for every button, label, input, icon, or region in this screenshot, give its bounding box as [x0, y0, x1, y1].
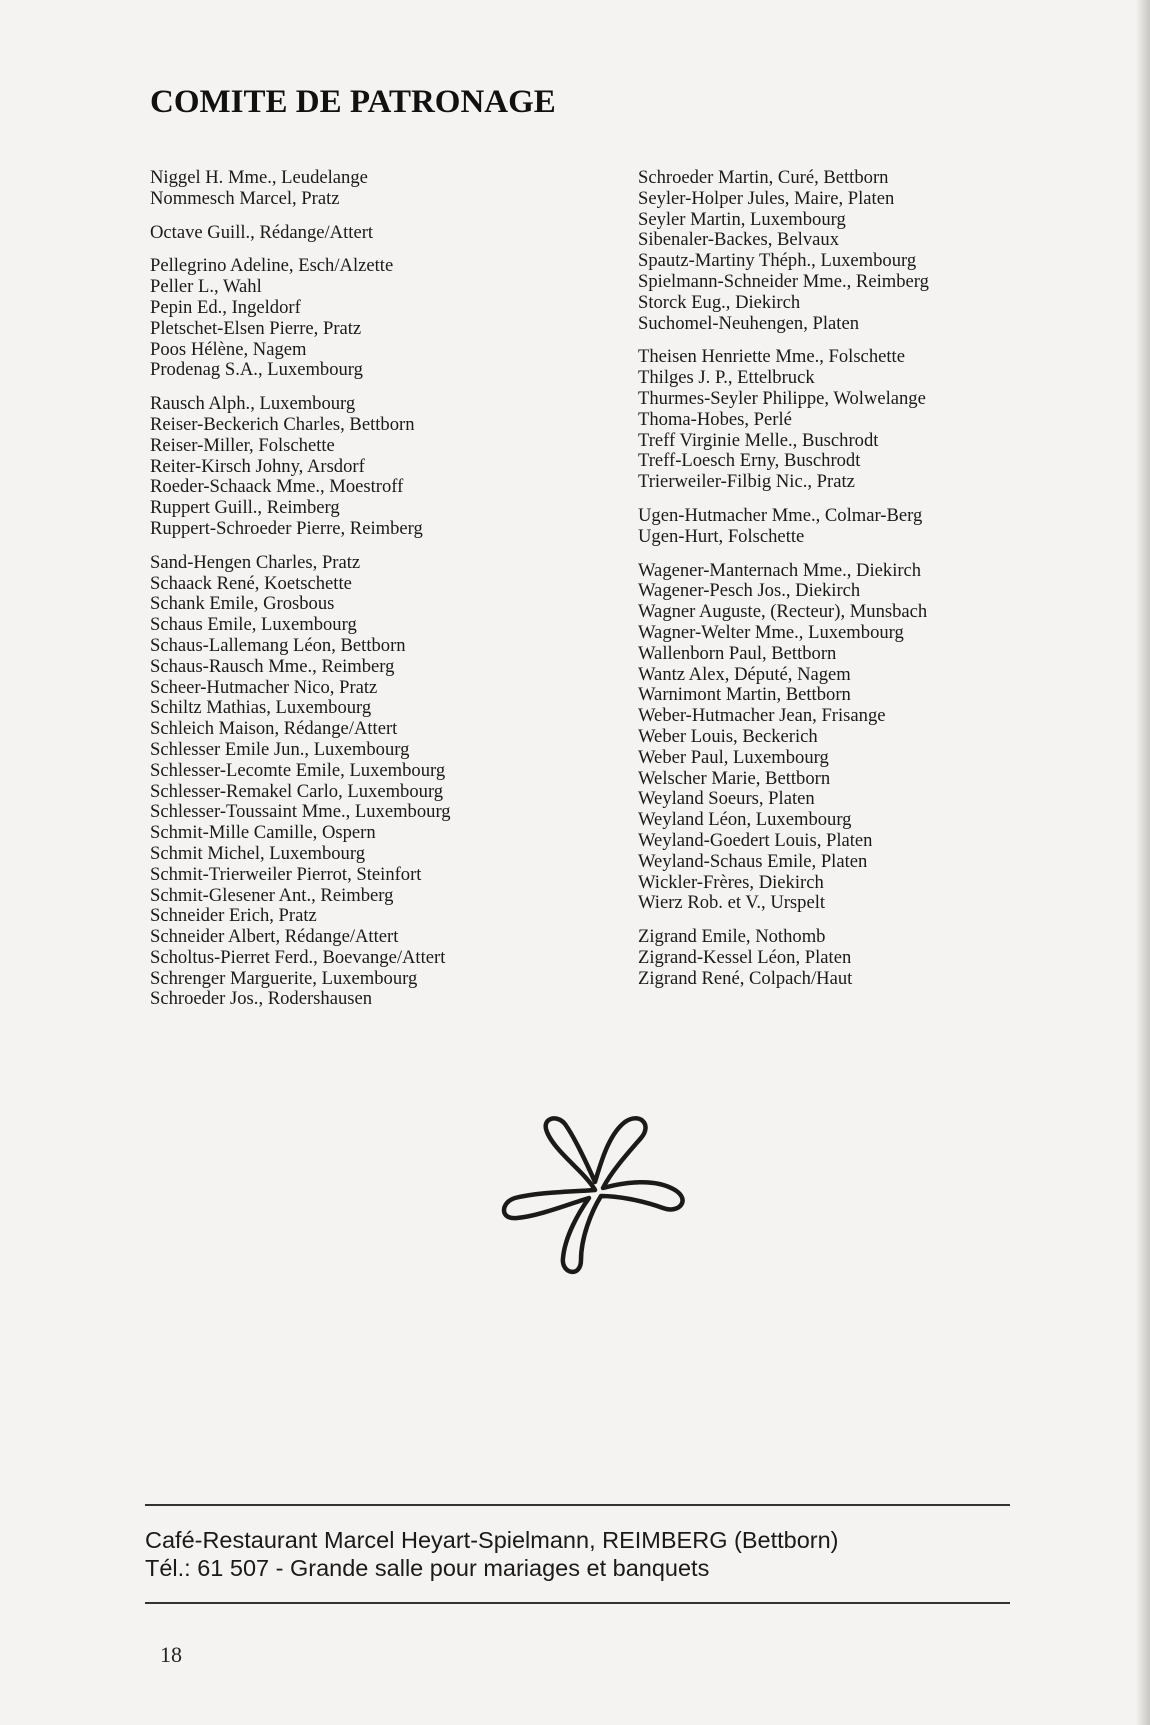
patron-entry: Wantz Alex, Député, Nagem	[638, 663, 851, 685]
patron-entry: Schaus-Rausch Mme., Reimberg	[150, 655, 395, 677]
patron-entry: Zigrand Emile, Nothomb	[638, 926, 826, 948]
patron-entry: Schlesser Emile Jun., Luxembourg	[150, 738, 410, 760]
patron-entry: Wagener-Pesch Jos., Diekirch	[638, 580, 861, 602]
patron-entry: Scheer-Hutmacher Nico, Pratz	[150, 676, 378, 698]
patron-entry: Schank Emile, Grosbous	[150, 593, 335, 615]
advert-bottom-rule	[145, 1602, 1010, 1604]
patron-entry: Rausch Alph., Luxembourg	[150, 393, 356, 415]
patron-entry: Theisen Henriette Mme., Folschette	[638, 346, 905, 368]
patron-entry: Schroeder Jos., Rodershausen	[150, 988, 373, 1010]
patron-entry: Prodenag S.A., Luxembourg	[150, 359, 363, 381]
patron-entry: Weyland Soeurs, Platen	[638, 788, 815, 810]
patron-group	[638, 927, 978, 989]
patron-entry: Wierz Rob. et V., Urspelt	[638, 892, 826, 914]
patron-entry: Schneider Albert, Rédange/Attert	[150, 926, 399, 948]
patron-list-right-column	[638, 168, 978, 1002]
patron-group	[638, 506, 978, 548]
patron-entry: Treff-Loesch Erny, Buschrodt	[638, 450, 861, 472]
patron-entry: Ugen-Hutmacher Mme., Colmar-Berg	[638, 504, 923, 526]
patron-entry: Spielmann-Schneider Mme., Reimberg	[638, 270, 929, 292]
patron-entry: Scholtus-Pierret Ferd., Boevange/Attert	[150, 946, 446, 968]
patron-entry: Wagner Auguste, (Recteur), Munsbach	[638, 601, 928, 623]
patron-entry: Weyland-Goedert Louis, Platen	[638, 829, 873, 851]
patron-entry: Warnimont Martin, Bettborn	[638, 684, 851, 706]
patron-entry: Schaus-Lallemang Léon, Bettborn	[150, 634, 406, 656]
patron-entry: Octave Guill., Rédange/Attert	[150, 221, 374, 243]
patron-group	[638, 168, 978, 334]
flower-icon	[495, 1112, 690, 1277]
patron-group	[150, 256, 620, 381]
patron-entry: Storck Eug., Diekirch	[638, 291, 801, 313]
patron-entry: Schmit-Trierweiler Pierrot, Steinfort	[150, 863, 422, 885]
patron-entry: Thilges J. P., Ettelbruck	[638, 367, 815, 389]
patron-entry: Schroeder Martin, Curé, Bettborn	[638, 167, 889, 188]
advert-line-1: Café-Restaurant Marcel Heyart-Spielmann, REIMBERG (Bettborn)	[145, 1527, 839, 1553]
patron-entry: Schiltz Mathias, Luxembourg	[150, 697, 372, 719]
patron-entry: Thoma-Hobes, Perlé	[638, 408, 792, 430]
patron-entry: Spautz-Martiny Théph., Luxembourg	[638, 250, 917, 272]
patron-entry: Schlesser-Remakel Carlo, Luxembourg	[150, 780, 444, 802]
patron-group	[150, 394, 620, 540]
patron-entry: Schmit-Glesener Ant., Reimberg	[150, 884, 394, 906]
patron-entry: Wickler-Frères, Diekirch	[638, 871, 824, 893]
patron-entry: Weyland Léon, Luxembourg	[638, 809, 852, 831]
patron-entry: Ruppert-Schroeder Pierre, Reimberg	[150, 517, 423, 539]
page-number: 18	[160, 1642, 182, 1667]
patron-entry: Wagener-Manternach Mme., Diekirch	[638, 559, 922, 581]
patron-entry: Schaus Emile, Luxembourg	[150, 614, 357, 636]
patron-entry: Nommesch Marcel, Pratz	[150, 187, 340, 209]
patron-list-left-column	[150, 168, 620, 1023]
patron-entry: Schmit-Mille Camille, Ospern	[150, 822, 376, 844]
patron-group	[150, 168, 620, 210]
patron-entry: Seyler-Holper Jules, Maire, Platen	[638, 187, 895, 209]
patron-group	[638, 347, 978, 493]
patron-entry: Poos Hélène, Nagem	[150, 338, 307, 360]
patron-entry: Weyland-Schaus Emile, Platen	[638, 850, 868, 872]
advertisement	[145, 1526, 839, 1582]
patron-entry: Wallenborn Paul, Bettborn	[638, 642, 837, 664]
patron-entry: Treff Virginie Melle., Buschrodt	[638, 429, 879, 451]
patron-entry: Trierweiler-Filbig Nic., Pratz	[638, 471, 855, 493]
patron-entry: Schlesser-Lecomte Emile, Luxembourg	[150, 759, 446, 781]
patron-entry: Pepin Ed., Ingeldorf	[150, 296, 301, 318]
page-title: COMITE DE PATRONAGE	[150, 84, 556, 120]
advert-line-2: Tél.: 61 507 - Grande salle pour mariages et banquets	[145, 1555, 710, 1581]
patron-entry: Weber Louis, Beckerich	[638, 725, 818, 747]
patron-entry: Roeder-Schaack Mme., Moestroff	[150, 476, 404, 498]
patron-entry: Schaack René, Koetschette	[150, 572, 352, 594]
patron-entry: Thurmes-Seyler Philippe, Wolwelange	[638, 387, 926, 409]
patron-entry: Pellegrino Adeline, Esch/Alzette	[150, 255, 394, 277]
patron-entry: Wagner-Welter Mme., Luxembourg	[638, 621, 904, 643]
patron-entry: Schrenger Marguerite, Luxembourg	[150, 967, 418, 989]
patron-entry: Reiter-Kirsch Johny, Arsdorf	[150, 455, 365, 477]
advert-top-rule	[145, 1504, 1010, 1506]
patron-entry: Schleich Maison, Rédange/Attert	[150, 718, 398, 740]
patron-entry: Suchomel-Neuhengen, Platen	[638, 312, 860, 334]
patron-entry: Reiser-Beckerich Charles, Bettborn	[150, 413, 415, 435]
page-spine-shadow	[1136, 0, 1150, 1725]
patron-entry: Seyler Martin, Luxembourg	[638, 208, 846, 230]
patron-entry: Reiser-Miller, Folschette	[150, 434, 335, 456]
patron-entry: Welscher Marie, Bettborn	[638, 767, 831, 789]
patron-entry: Schlesser-Toussaint Mme., Luxembourg	[150, 801, 451, 823]
patron-entry: Sibenaler-Backes, Belvaux	[638, 229, 839, 251]
patron-entry: Sand-Hengen Charles, Pratz	[150, 551, 361, 573]
patron-entry: Niggel H. Mme., Leudelange	[150, 167, 368, 188]
patron-entry: Weber-Hutmacher Jean, Frisange	[638, 705, 886, 727]
patron-entry: Zigrand René, Colpach/Haut	[638, 967, 853, 989]
patron-entry: Weber Paul, Luxembourg	[638, 746, 829, 768]
patron-group	[638, 561, 978, 915]
patron-entry: Peller L., Wahl	[150, 276, 262, 298]
patron-entry: Zigrand-Kessel Léon, Platen	[638, 946, 852, 968]
patron-group	[150, 553, 620, 1011]
patron-entry: Pletschet-Elsen Pierre, Pratz	[150, 317, 362, 339]
patron-group	[150, 223, 620, 244]
patron-entry: Ruppert Guill., Reimberg	[150, 497, 340, 519]
patron-entry: Schmit Michel, Luxembourg	[150, 842, 366, 864]
patron-entry: Schneider Erich, Pratz	[150, 905, 317, 927]
patron-entry: Ugen-Hurt, Folschette	[638, 525, 805, 547]
